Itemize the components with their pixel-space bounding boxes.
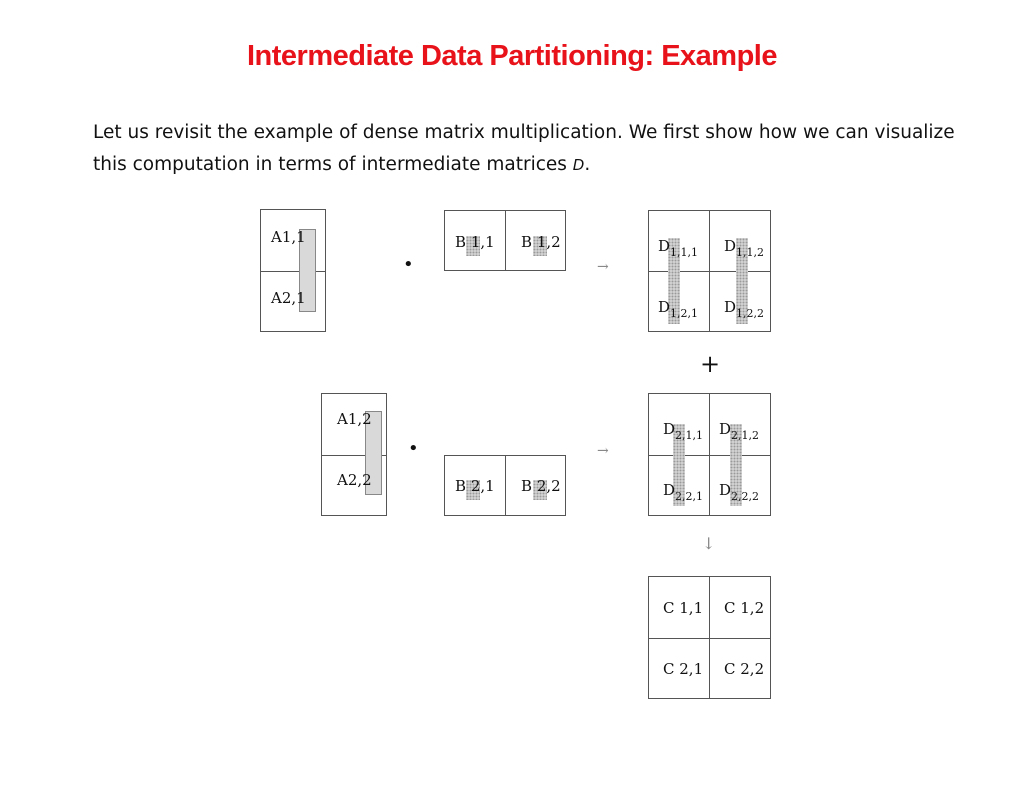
block-c-2-1: C 2,1	[663, 660, 704, 678]
block-d-1-2-2: $D_{1,2,2}$	[724, 298, 765, 320]
down-arrow-icon: ↓	[702, 534, 716, 553]
intro-variable: D	[572, 156, 585, 174]
block-b-2-2: B 2,2	[521, 477, 561, 495]
block-d-1-1-2: $D_{1,1,2}$	[724, 237, 765, 259]
block-b-1-2: B 1,2	[521, 233, 561, 251]
block-b-1-1: B 1,1	[455, 233, 495, 251]
block-c-1-1: C 1,1	[663, 599, 704, 617]
block-d-2-2-1: $D_{2,2,1}$	[663, 481, 704, 503]
arrow-right-icon-2: →	[597, 443, 609, 459]
multiply-dot-2: •	[408, 438, 419, 459]
block-c-2-2: C 2,2	[724, 660, 765, 678]
intro-text: Let us revisit the example of dense matrix multiplication. We first show how we can visualize this computation in terms of intermediate matrices	[93, 122, 955, 175]
block-d-2-1-1: $D_{2,1,1}$	[663, 420, 704, 442]
matrix-c	[648, 576, 771, 699]
multiply-dot-1: •	[403, 254, 414, 275]
block-d-1-1-1: $D_{1,1,1}$	[658, 237, 699, 259]
arrow-right-icon: →	[597, 259, 609, 275]
plus-icon: +	[700, 350, 721, 378]
page-title: Intermediate Data Partitioning: Example	[246, 40, 777, 72]
block-d-2-2-2: $D_{2,2,2}$	[719, 481, 760, 503]
block-d-1-2-1: $D_{1,2,1}$	[658, 298, 699, 320]
block-c-1-2: C 1,2	[724, 599, 765, 617]
block-a-2-2: A2,2	[337, 471, 372, 489]
block-b-2-1: B 2,1	[455, 477, 495, 495]
block-a-2-1: A2,1	[271, 289, 306, 307]
intro-paragraph	[93, 117, 973, 181]
block-d-2-1-2: $D_{2,1,2}$	[719, 420, 760, 442]
block-a-1-2: A1,2	[337, 410, 372, 428]
block-a-1-1: A1,1	[271, 228, 306, 246]
intro-text-end: .	[584, 154, 591, 175]
